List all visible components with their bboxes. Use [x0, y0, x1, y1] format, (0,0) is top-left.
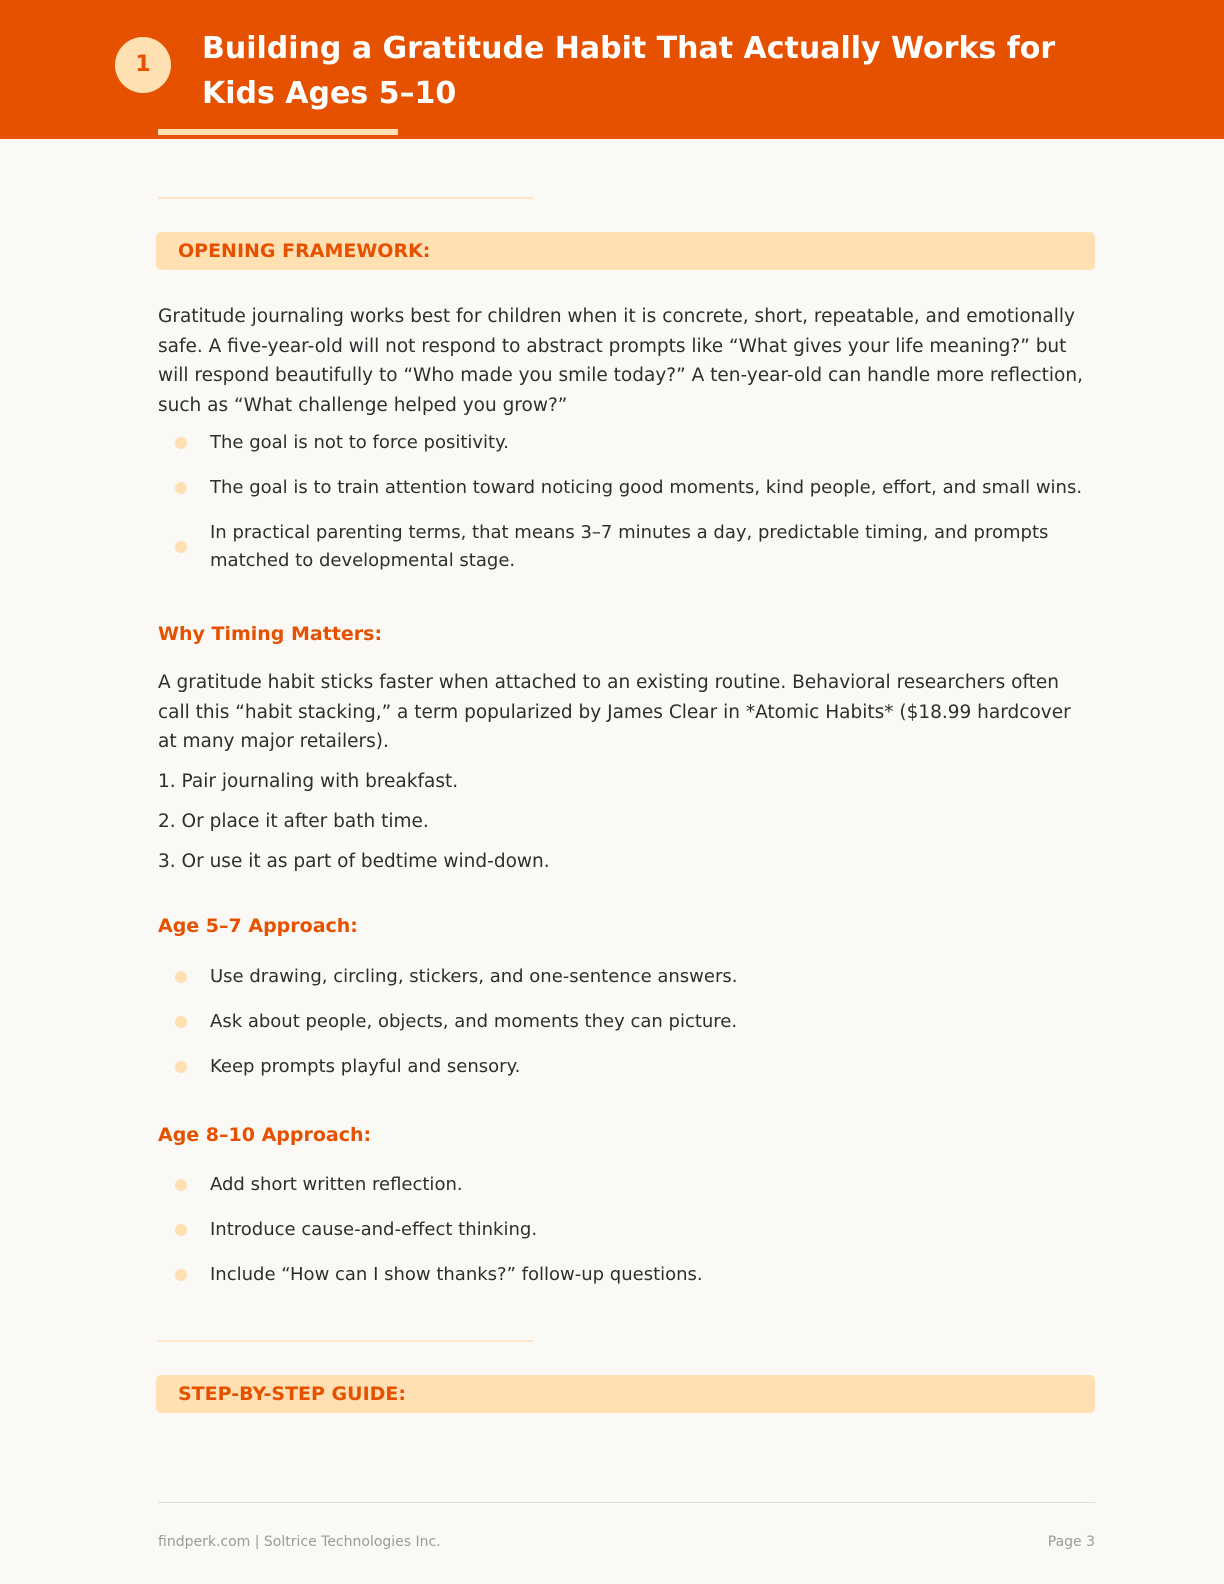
- numbered-step: 1. Pair journaling with breakfast.: [158, 771, 459, 792]
- chapter-number-badge: 1: [115, 37, 171, 93]
- list-item: [158, 1261, 1095, 1289]
- bullet-dot-icon: [175, 1269, 187, 1281]
- title-underline: [158, 129, 398, 135]
- section-divider: [158, 197, 533, 199]
- opening-bullet-list: [158, 429, 1095, 575]
- list-item: [158, 429, 1095, 457]
- bullet-dot-icon: [175, 1179, 187, 1191]
- bullet-dot-icon: [175, 482, 187, 494]
- age-8-10-heading: Age 8–10 Approach:: [158, 1124, 372, 1146]
- bullet-dot-icon: [175, 1224, 187, 1236]
- step-by-step-guide-heading: STEP-BY-STEP GUIDE:: [156, 1375, 1095, 1413]
- page-number: Page 3: [1047, 1534, 1095, 1550]
- list-item-text: Include “How can I show thanks?” follow-up questions.: [210, 1264, 703, 1285]
- age-8-10-bullet-list: [158, 1171, 1095, 1289]
- list-item-text: The goal is to train attention toward noticing good moments, kind people, effort, and small wins.: [210, 477, 1083, 498]
- timing-heading: Why Timing Matters:: [158, 623, 383, 645]
- numbered-step: 2. Or place it after bath time.: [158, 811, 429, 832]
- list-item-text: Keep prompts playful and sensory.: [210, 1056, 521, 1077]
- list-item: [158, 1053, 1095, 1081]
- age-5-7-heading: Age 5–7 Approach:: [158, 915, 358, 937]
- list-item-text: Ask about people, objects, and moments they can picture.: [210, 1011, 738, 1032]
- chapter-title: Building a Gratitude Habit That Actually Works for Kids Ages 5–10: [202, 31, 1056, 111]
- list-item: [158, 1008, 1095, 1036]
- bullet-dot-icon: [175, 971, 187, 983]
- list-item-text: Use drawing, circling, stickers, and one-sentence answers.: [210, 966, 738, 987]
- list-item-text: In practical parenting terms, that means 3–7 minutes a day, predictable timing, and prompts matched to developmental stage.: [210, 522, 1049, 571]
- list-item: [158, 519, 1095, 575]
- bullet-dot-icon: [175, 541, 187, 553]
- footer-source: findperk.com | Soltrice Technologies Inc.: [158, 1534, 441, 1550]
- list-item-text: The goal is not to force positivity.: [210, 432, 509, 453]
- opening-framework-heading: OPENING FRAMEWORK:: [156, 232, 1095, 270]
- section-divider: [158, 1340, 533, 1342]
- age-5-7-bullet-list: [158, 963, 1095, 1081]
- list-item: [158, 1216, 1095, 1244]
- list-item-text: Add short written reflection.: [210, 1174, 463, 1195]
- bullet-dot-icon: [175, 1016, 187, 1028]
- list-item: [158, 1171, 1095, 1199]
- list-item: [158, 474, 1095, 502]
- opening-paragraph: Gratitude journaling works best for children when it is concrete, short, repeatable, and emotionally safe. A five-year-old will not respond to abstract prompts like “What gives your life meaning?” but will respond beautifully to “Who made you smile today?” A ten-year-old can handle more reflection, such as “What challenge helped you grow?”: [158, 306, 1083, 416]
- timing-paragraph: A gratitude habit sticks faster when attached to an existing routine. Behavioral researchers often call this “habit stacking,” a term popularized by James Clear in *Atomic Habits* ($18.99 hardcover at many major retailers).: [158, 672, 1071, 752]
- bullet-dot-icon: [175, 1061, 187, 1073]
- footer-divider: [158, 1502, 1095, 1503]
- numbered-step: 3. Or use it as part of bedtime wind-down.: [158, 851, 550, 872]
- chapter-header: [0, 0, 1224, 139]
- list-item-text: Introduce cause-and-effect thinking.: [210, 1219, 538, 1240]
- bullet-dot-icon: [175, 437, 187, 449]
- list-item: [158, 963, 1095, 991]
